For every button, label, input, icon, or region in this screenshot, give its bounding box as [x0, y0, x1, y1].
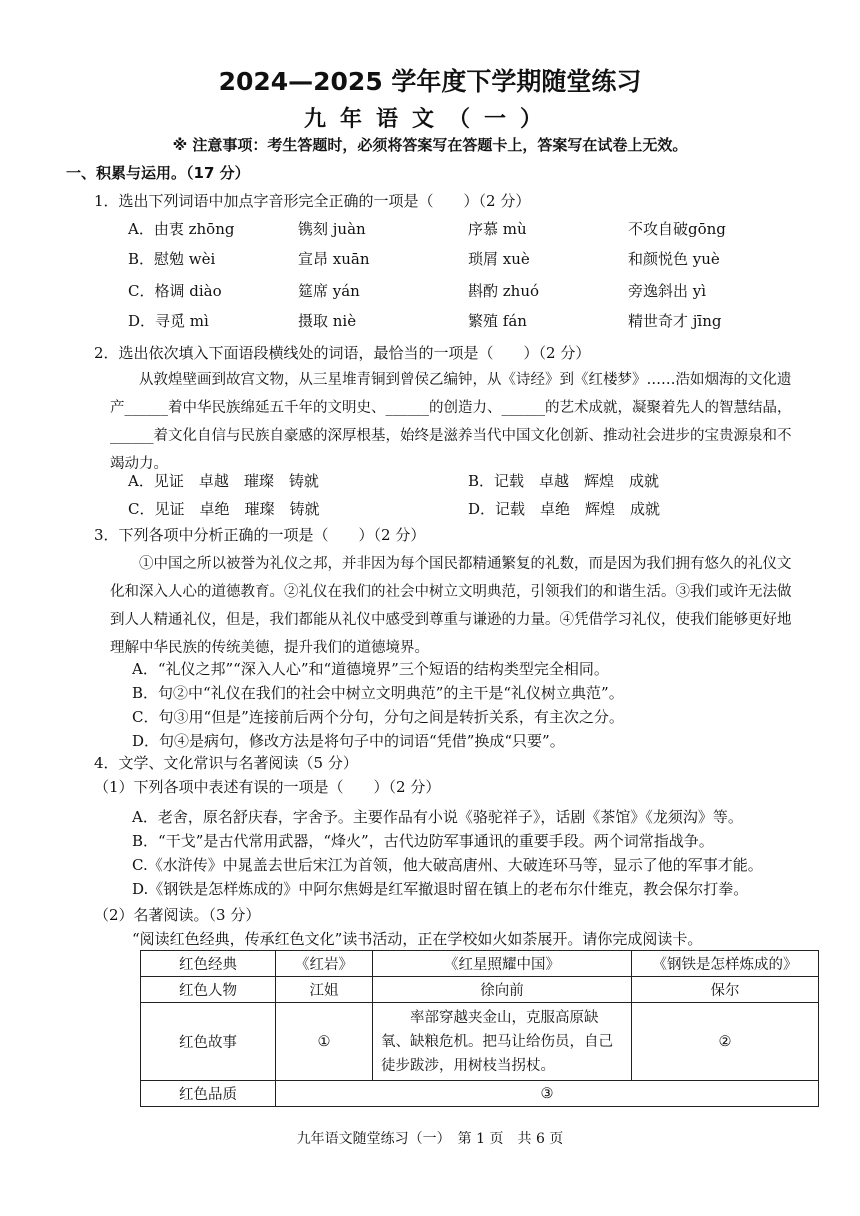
book-cell: 《红星照耀中国》 — [373, 951, 632, 977]
question-1-row-b: B．慰勉 wèi 宣昂 xuān 琐屑 xuè 和颜悦色 yuè — [128, 250, 720, 268]
question-4-stem: 4．文学、文化常识与名著阅读（5 分） — [94, 754, 358, 772]
question-3-option-a: A．“礼仪之邦”“深入人心”和“道德境界”三个短语的结构类型完全相同。 — [132, 660, 609, 678]
page-footer: 九年语文随堂练习（一） 第 1 页 共 6 页 — [296, 1131, 564, 1147]
story-blank-1: ① — [276, 1003, 373, 1081]
person-cell: 江姐 — [276, 977, 373, 1003]
row-label-classic: 红色经典 — [141, 951, 276, 977]
question-4-1-stem: （1）下列各项中表述有误的一项是（ ）（2 分） — [94, 778, 441, 796]
question-2-option-c: C．见证 卓绝 璀璨 铸就 — [128, 500, 320, 518]
question-2-option-d: D．记载 卓绝 辉煌 成就 — [468, 500, 661, 518]
question-3-option-d: D．句④是病句，修改方法是将句子中的词语“凭借”换成“只要”。 — [132, 732, 565, 750]
row-label-person: 红色人物 — [141, 977, 276, 1003]
notice: ※ 注意事项：考生答题时，必须将答案写在答题卡上，答案写在试卷上无效。 — [172, 136, 688, 154]
question-2-stem: 2．选出依次填入下面语段横线处的词语，最恰当的一项是（ ）（2 分） — [94, 344, 591, 362]
quality-blank: ③ — [276, 1081, 819, 1107]
question-1-row-d: D．寻觅 mì 摄取 niè 繁殖 fán 精世奇才 jīng — [128, 312, 722, 330]
book-cell: 《红岩》 — [276, 951, 373, 977]
question-4-1-option-c: C.《水浒传》中晁盖去世后宋江为首领，他大破高唐州、大破连环马等，显示了他的军事才能。 — [132, 856, 763, 874]
exam-subtitle: 九年语文（一） — [303, 107, 556, 132]
section-heading: 一、积累与运用。（17 分） — [66, 164, 250, 182]
question-3-option-c: C．句③用“但是”连接前后两个分句，分句之间是转折关系，有主次之分。 — [132, 708, 624, 726]
question-1-stem: 1．选出下列词语中加点字音形完全正确的一项是（ ）（2 分） — [94, 192, 531, 210]
question-4-2-stem: （2）名著阅读。（3 分） — [94, 906, 261, 924]
question-2-option-b: B．记载 卓越 辉煌 成就 — [468, 472, 660, 490]
question-1-row-c: C．格调 diào 筵席 yán 斟酌 zhuó 旁逸斜出 yì — [128, 282, 707, 300]
row-label-story: 红色故事 — [141, 1003, 276, 1081]
question-4-1-option-d: D.《钢铁是怎样炼成的》中阿尔焦姆是红军撤退时留在镇上的老布尔什维克，教会保尔打拳。 — [132, 880, 749, 898]
question-4-1-option-a: A．老舍，原名舒庆春，字舍予。主要作品有小说《骆驼祥子》，话剧《茶馆》《龙须沟》等。 — [132, 808, 743, 826]
question-4-1-option-b: B．“干戈”是古代常用武器，“烽火”，古代边防军事通讯的重要手段。两个词常指战争。 — [132, 832, 714, 850]
person-cell: 徐向前 — [373, 977, 632, 1003]
story-cell: 率部穿越夹金山，克服高原缺氧、缺粮危机。把马让给伤员，自己徒步跋涉，用树枝当拐杖。 — [373, 1003, 632, 1081]
question-3-stem: 3．下列各项中分析正确的一项是（ ）（2 分） — [94, 526, 426, 544]
row-label-quality: 红色品质 — [141, 1081, 276, 1107]
question-3-passage: ①中国之所以被誉为礼仪之邦，并非因为每个国民都精通繁复的礼数，而是因为我们拥有悠久的礼仪文化和深入人心的道德教育。②礼仪在我们的社会中树立文明典范，引领我们的和谐生活。③我们或许无法做到人人精通礼仪，但是，我们都能从礼仪中感受到尊重与谦逊的力量。④凭借学习礼仪，使我们能够更好地理解中华民族的传统美德，提升我们的道德境界。 — [110, 556, 792, 656]
book-cell: 《钢铁是怎样炼成的》 — [632, 951, 819, 977]
exam-title: 2024—2025 学年度下学期随堂练习 — [218, 67, 642, 96]
question-4-2-intro: “阅读红色经典，传承红色文化”读书活动，正在学校如火如荼展开。请你完成阅读卡。 — [132, 930, 703, 948]
question-3-option-b: B．句②中“礼仪在我们的社会中树立文明典范”的主干是“礼仪树立典范”。 — [132, 684, 624, 702]
question-2-passage: 从敦煌壁画到故宫文物，从三星堆青铜到曾侯乙编钟，从《诗经》到《红楼梦》……浩如烟海的文化遗产______着中华民族绵延五千年的文明史、______的创造力、______的艺术成就，凝聚着先人的智慧结晶，______着文化自信与民族自豪感的深厚根基，始终是滋养当代中国文化创新、推动社会进步的宝贵源泉和不竭动力。 — [110, 372, 792, 472]
story-blank-2: ② — [632, 1003, 819, 1081]
question-1-row-a: A．由衷 zhōng 镌刻 juàn 序慕 mù 不攻自破gōng — [128, 220, 726, 238]
person-cell: 保尔 — [632, 977, 819, 1003]
question-2-option-a: A．见证 卓越 璀璨 铸就 — [128, 472, 319, 490]
reading-card-table — [140, 950, 819, 1107]
